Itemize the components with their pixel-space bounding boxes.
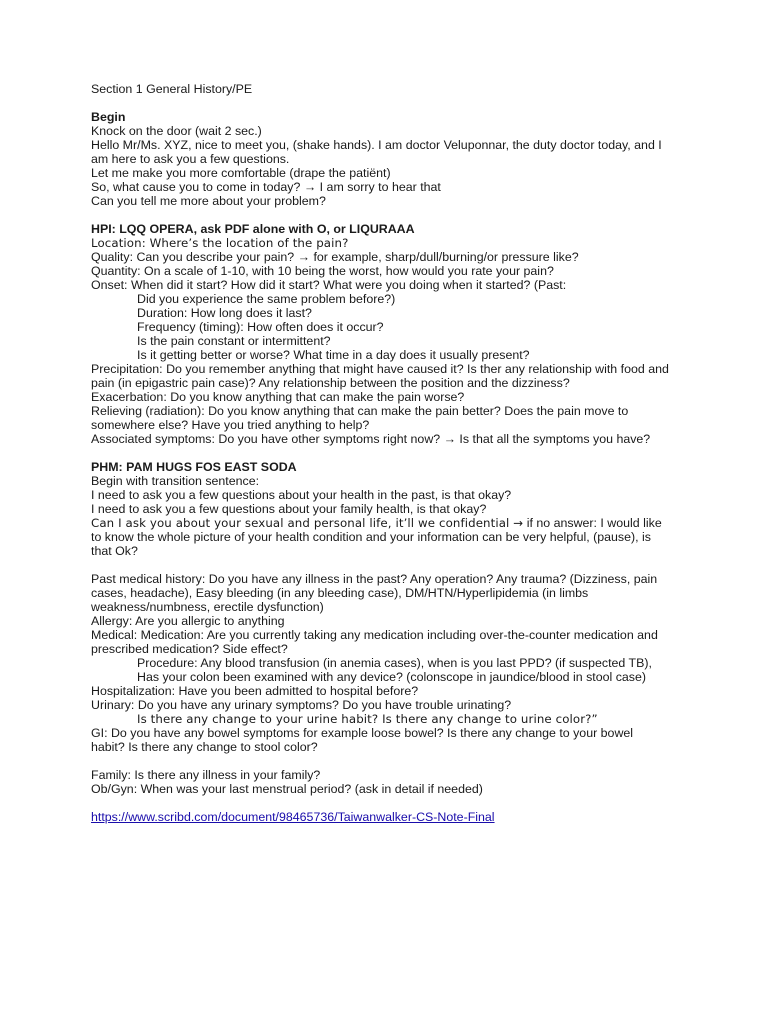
hpi-constant: Is the pain constant or intermittent? [137, 334, 331, 348]
hpi-location: Location: Where’s the location of the pain? [91, 236, 349, 250]
document-page [91, 82, 691, 824]
scribd-link[interactable]: https://www.scribd.com/document/98465736/Taiwanwalker-CS-Note-Final [91, 810, 495, 824]
hpi-frequency: Frequency (timing): How often does it occur? [137, 320, 384, 334]
phm-allergy: Allergy: Are you allergic to anything [91, 614, 285, 628]
hpi-quality: Quality: Can you describe your pain? → for example, sharp/dull/burning/or pressure like? [91, 250, 579, 264]
phm-past-medical: Past medical history: Do you have any illness in the past? Any operation? Any trauma? (Dizziness, pain cases, headache), Easy bleeding (in any bleeding case), DM/HTN/Hyperlipidemia (in limbs weakness/numbness, erectile dysfunction) [91, 572, 658, 614]
phm-family: Family: Is there any illness in your family? [91, 768, 321, 782]
hpi-quantity: Quantity: On a scale of 1-10, with 10 being the worst, how would you rate your pain? [91, 264, 554, 278]
begin-line-hello: Hello Mr/Ms. XYZ, nice to meet you, (shake hands). I am doctor Veluponnar, the duty doctor today, and I am here to ask you a few questions. [91, 138, 662, 166]
phm-medication: Medical: Medication: Are you currently taking any medication including over-the-counter medication and prescribed medication? Side effect? [91, 628, 658, 656]
hpi-associated: Associated symptoms: Do you have other symptoms right now? → Is that all the symptoms you have? [91, 432, 651, 446]
phm-procedure: Procedure: Any blood transfusion (in anemia cases), when is you last PPD? (if suspected TB), [137, 656, 652, 670]
section-title: Section 1 General History/PE [91, 82, 253, 96]
hpi-onset: Onset: When did it start? How did it start? What were you doing when it started? (Past: [91, 278, 567, 292]
phm-sexual-history [91, 516, 663, 558]
hpi-better-worse: Is it getting better or worse? What time in a day does it usually present? [137, 348, 530, 362]
hpi-heading: HPI: LQQ OPERA, ask PDF alone with O, or LIQURAAA [91, 222, 415, 236]
phm-sexual-question: Can I ask you about your sexual and personal life, it’ll we confidential → [91, 516, 524, 530]
phm-hospitalization: Hospitalization: Have you been admitted to hospital before? [91, 684, 419, 698]
phm-heading: PHM: PAM HUGS FOS EAST SODA [91, 460, 297, 474]
phm-health-past: I need to ask you a few questions about your health in the past, is that okay? [91, 488, 512, 502]
phm-urinary: Urinary: Do you have any urinary symptoms? Do you have trouble urinating? [91, 698, 512, 712]
begin-line-cause: So, what cause you to come in today? → I am sorry to hear that [91, 180, 441, 194]
phm-obgyn: Ob/Gyn: When was your last menstrual period? (ask in detail if needed) [91, 782, 483, 796]
phm-urine-change: Is there any change to your urine habit? Is there any change to urine color?” [137, 712, 598, 726]
begin-heading: Begin [91, 110, 126, 124]
hpi-onset-past: Did you experience the same problem before?) [137, 292, 396, 306]
begin-line-problem: Can you tell me more about your problem? [91, 194, 326, 208]
hpi-precipitation: Precipitation: Do you remember anything that might have caused it? Is ther any relationship with food and pain (in epigastric pain case)? Any relationship between the position and the dizziness? [91, 362, 669, 390]
begin-line-knock: Knock on the door (wait 2 sec.) [91, 124, 262, 138]
hpi-duration: Duration: How long does it last? [137, 306, 312, 320]
phm-gi: GI: Do you have any bowel symptoms for example loose bowel? Is there any change to your bowel habit? Is there any change to stool color? [91, 726, 634, 754]
phm-family-health: I need to ask you a few questions about your family health, is that okay? [91, 502, 487, 516]
hpi-exacerbation: Exacerbation: Do you know anything that can make the pain worse? [91, 390, 465, 404]
phm-colon: Has your colon been examined with any device? (colonscope in jaundice/blood in stool case) [137, 670, 647, 684]
hpi-relieving: Relieving (radiation): Do you know anything that can make the pain better? Does the pain move to somewhere else? Have you tried anything to help? [91, 404, 629, 432]
phm-sexual-followup: if no answer: I would like to know the whole picture of your health condition and your information can be very helpful, (pause), is that Ok? [91, 516, 662, 558]
phm-transition: Begin with transition sentence: [91, 474, 260, 488]
begin-line-drape: Let me make you more comfortable (drape the patiënt) [91, 166, 391, 180]
